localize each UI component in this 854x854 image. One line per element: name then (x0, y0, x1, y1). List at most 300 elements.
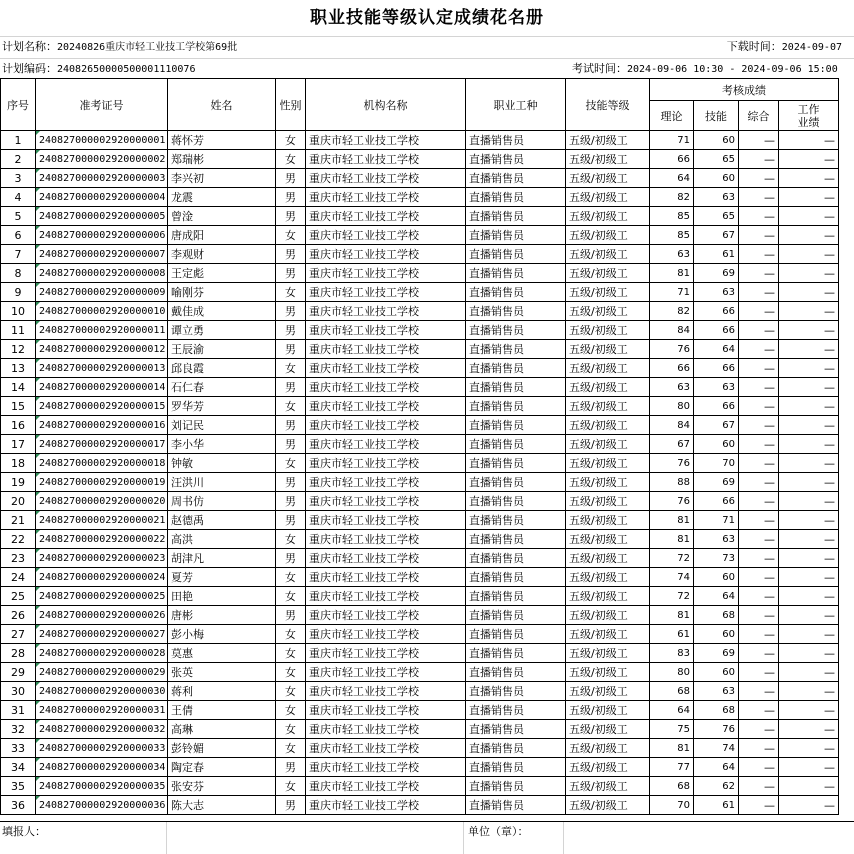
cell-seq: 7 (1, 245, 36, 264)
cell-name: 王辰渝 (168, 340, 276, 359)
cell-org: 重庆市轻工业技工学校 (306, 131, 466, 150)
cell-skill: 74 (694, 739, 739, 758)
cell-seq: 16 (1, 416, 36, 435)
cell-overall: — (739, 397, 779, 416)
cell-job: 直播销售员 (466, 340, 566, 359)
cell-gender: 女 (276, 131, 306, 150)
cell-gender: 女 (276, 150, 306, 169)
cell-ticket: 240827000002920000026 (36, 606, 168, 625)
cell-name: 赵德禹 (168, 511, 276, 530)
cell-ticket: 240827000002920000022 (36, 530, 168, 549)
cell-job: 直播销售员 (466, 188, 566, 207)
header-work-line1: 工作 (797, 102, 820, 116)
cell-seq: 29 (1, 663, 36, 682)
cell-job: 直播销售员 (466, 511, 566, 530)
cell-theory: 63 (650, 378, 694, 397)
cell-gender: 女 (276, 454, 306, 473)
cell-name: 罗华芳 (168, 397, 276, 416)
cell-work: — (779, 321, 839, 340)
download-time-label: 下载时间： (726, 40, 782, 53)
cell-ticket: 240827000002920000028 (36, 644, 168, 663)
exam-time-value: 2024-09-06 10:30 - 2024-09-06 15:00 (627, 64, 838, 75)
cell-skill: 69 (694, 473, 739, 492)
cell-theory: 77 (650, 758, 694, 777)
cell-work: — (779, 131, 839, 150)
cell-level: 五级/初级工 (566, 283, 650, 302)
cell-work: — (779, 454, 839, 473)
cell-work: — (779, 264, 839, 283)
exam-time-label: 考试时间： (572, 62, 627, 75)
cell-job: 直播销售员 (466, 473, 566, 492)
cell-level: 五级/初级工 (566, 169, 650, 188)
footer-divider (563, 822, 564, 854)
cell-gender: 男 (276, 511, 306, 530)
cell-seq: 13 (1, 359, 36, 378)
cell-gender: 女 (276, 530, 306, 549)
cell-org: 重庆市轻工业技工学校 (306, 644, 466, 663)
cell-theory: 72 (650, 549, 694, 568)
cell-theory: 66 (650, 359, 694, 378)
table-row (1, 663, 839, 682)
cell-work: — (779, 416, 839, 435)
table-row (1, 720, 839, 739)
table-row (1, 492, 839, 511)
cell-skill: 66 (694, 359, 739, 378)
cell-work: — (779, 682, 839, 701)
document-title: 职业技能等级认定成绩花名册 (310, 8, 544, 28)
cell-org: 重庆市轻工业技工学校 (306, 473, 466, 492)
cell-org: 重庆市轻工业技工学校 (306, 492, 466, 511)
cell-seq: 17 (1, 435, 36, 454)
table-row (1, 169, 839, 188)
header-job: 职业工种 (466, 79, 566, 131)
cell-seq: 35 (1, 777, 36, 796)
table-row (1, 321, 839, 340)
cell-seq: 3 (1, 169, 36, 188)
cell-skill: 66 (694, 302, 739, 321)
table-row (1, 701, 839, 720)
cell-job: 直播销售员 (466, 264, 566, 283)
cell-skill: 71 (694, 511, 739, 530)
cell-level: 五级/初级工 (566, 530, 650, 549)
cell-skill: 73 (694, 549, 739, 568)
cell-ticket: 240827000002920000003 (36, 169, 168, 188)
header-work-line2: 业绩 (797, 115, 820, 129)
cell-ticket: 240827000002920000006 (36, 226, 168, 245)
cell-skill: 63 (694, 283, 739, 302)
cell-ticket: 240827000002920000023 (36, 549, 168, 568)
table-row (1, 511, 839, 530)
cell-seq: 20 (1, 492, 36, 511)
header-ticket: 准考证号 (36, 79, 168, 131)
cell-overall: — (739, 682, 779, 701)
cell-gender: 男 (276, 169, 306, 188)
plan-code-value: 24082650000500001110076 (57, 64, 196, 75)
cell-level: 五级/初级工 (566, 796, 650, 815)
cell-theory: 67 (650, 435, 694, 454)
cell-overall: — (739, 378, 779, 397)
cell-name: 李观财 (168, 245, 276, 264)
cell-name: 曾淦 (168, 207, 276, 226)
cell-skill: 61 (694, 245, 739, 264)
cell-gender: 女 (276, 587, 306, 606)
table-row (1, 340, 839, 359)
cell-gender: 男 (276, 207, 306, 226)
cell-overall: — (739, 663, 779, 682)
cell-seq: 15 (1, 397, 36, 416)
cell-gender: 女 (276, 644, 306, 663)
plan-name-label: 计划名称： (2, 40, 57, 53)
cell-ticket: 240827000002920000014 (36, 378, 168, 397)
cell-level: 五级/初级工 (566, 682, 650, 701)
cell-level: 五级/初级工 (566, 188, 650, 207)
cell-skill: 68 (694, 701, 739, 720)
cell-work: — (779, 150, 839, 169)
cell-work: — (779, 283, 839, 302)
cell-overall: — (739, 302, 779, 321)
cell-gender: 女 (276, 568, 306, 587)
cell-theory: 82 (650, 188, 694, 207)
cell-seq: 11 (1, 321, 36, 340)
cell-ticket: 240827000002920000029 (36, 663, 168, 682)
cell-skill: 64 (694, 340, 739, 359)
cell-job: 直播销售员 (466, 777, 566, 796)
cell-seq: 25 (1, 587, 36, 606)
cell-gender: 女 (276, 777, 306, 796)
cell-seq: 1 (1, 131, 36, 150)
cell-org: 重庆市轻工业技工学校 (306, 188, 466, 207)
cell-overall: — (739, 264, 779, 283)
cell-job: 直播销售员 (466, 378, 566, 397)
cell-overall: — (739, 169, 779, 188)
cell-org: 重庆市轻工业技工学校 (306, 150, 466, 169)
cell-job: 直播销售员 (466, 682, 566, 701)
cell-skill: 65 (694, 207, 739, 226)
header-skill: 技能 (694, 101, 739, 131)
cell-overall: — (739, 150, 779, 169)
cell-job: 直播销售员 (466, 701, 566, 720)
cell-name: 汪洪川 (168, 473, 276, 492)
cell-name: 彭小梅 (168, 625, 276, 644)
cell-name: 邱良霞 (168, 359, 276, 378)
cell-ticket: 240827000002920000036 (36, 796, 168, 815)
footer-divider (463, 822, 464, 854)
cell-level: 五级/初级工 (566, 321, 650, 340)
cell-job: 直播销售员 (466, 606, 566, 625)
cell-overall: — (739, 511, 779, 530)
cell-work: — (779, 644, 839, 663)
cell-name: 王定彪 (168, 264, 276, 283)
cell-level: 五级/初级工 (566, 378, 650, 397)
table-row (1, 549, 839, 568)
cell-ticket: 240827000002920000009 (36, 283, 168, 302)
cell-work: — (779, 511, 839, 530)
cell-work: — (779, 701, 839, 720)
table-row (1, 796, 839, 815)
cell-name: 彭铃媚 (168, 739, 276, 758)
cell-overall: — (739, 739, 779, 758)
cell-ticket: 240827000002920000001 (36, 131, 168, 150)
cell-theory: 80 (650, 397, 694, 416)
cell-skill: 62 (694, 777, 739, 796)
cell-work: — (779, 435, 839, 454)
cell-name: 刘记民 (168, 416, 276, 435)
cell-ticket: 240827000002920000034 (36, 758, 168, 777)
cell-org: 重庆市轻工业技工学校 (306, 587, 466, 606)
cell-level: 五级/初级工 (566, 226, 650, 245)
cell-ticket: 240827000002920000017 (36, 435, 168, 454)
cell-level: 五级/初级工 (566, 587, 650, 606)
cell-org: 重庆市轻工业技工学校 (306, 739, 466, 758)
cell-org: 重庆市轻工业技工学校 (306, 682, 466, 701)
cell-theory: 81 (650, 606, 694, 625)
cell-seq: 10 (1, 302, 36, 321)
cell-name: 王倩 (168, 701, 276, 720)
cell-job: 直播销售员 (466, 397, 566, 416)
cell-ticket: 240827000002920000025 (36, 587, 168, 606)
unit-seal-label: 单位（章）： (468, 825, 529, 838)
cell-org: 重庆市轻工业技工学校 (306, 568, 466, 587)
cell-job: 直播销售员 (466, 758, 566, 777)
cell-overall: — (739, 454, 779, 473)
table-row (1, 283, 839, 302)
cell-theory: 72 (650, 587, 694, 606)
cell-name: 喻刚芬 (168, 283, 276, 302)
cell-skill: 60 (694, 169, 739, 188)
cell-job: 直播销售员 (466, 131, 566, 150)
cell-seq: 31 (1, 701, 36, 720)
cell-level: 五级/初级工 (566, 454, 650, 473)
cell-theory: 76 (650, 340, 694, 359)
cell-org: 重庆市轻工业技工学校 (306, 264, 466, 283)
cell-gender: 男 (276, 606, 306, 625)
cell-overall: — (739, 131, 779, 150)
cell-ticket: 240827000002920000020 (36, 492, 168, 511)
cell-gender: 男 (276, 473, 306, 492)
cell-theory: 64 (650, 701, 694, 720)
cell-org: 重庆市轻工业技工学校 (306, 416, 466, 435)
table-row (1, 131, 839, 150)
cell-org: 重庆市轻工业技工学校 (306, 378, 466, 397)
cell-org: 重庆市轻工业技工学校 (306, 321, 466, 340)
header-work (779, 101, 839, 131)
table-row (1, 739, 839, 758)
cell-gender: 男 (276, 340, 306, 359)
cell-seq: 26 (1, 606, 36, 625)
cell-overall: — (739, 644, 779, 663)
cell-seq: 6 (1, 226, 36, 245)
cell-work: — (779, 359, 839, 378)
cell-work: — (779, 340, 839, 359)
cell-job: 直播销售员 (466, 169, 566, 188)
cell-level: 五级/初级工 (566, 340, 650, 359)
cell-overall: — (739, 796, 779, 815)
cell-skill: 70 (694, 454, 739, 473)
cell-level: 五级/初级工 (566, 644, 650, 663)
cell-work: — (779, 568, 839, 587)
cell-work: — (779, 549, 839, 568)
cell-name: 蒋利 (168, 682, 276, 701)
table-row (1, 378, 839, 397)
cell-org: 重庆市轻工业技工学校 (306, 283, 466, 302)
cell-theory: 70 (650, 796, 694, 815)
cell-seq: 12 (1, 340, 36, 359)
cell-skill: 63 (694, 682, 739, 701)
cell-job: 直播销售员 (466, 568, 566, 587)
cell-job: 直播销售员 (466, 435, 566, 454)
cell-theory: 81 (650, 511, 694, 530)
cell-skill: 76 (694, 720, 739, 739)
cell-work: — (779, 777, 839, 796)
cell-name: 唐成阳 (168, 226, 276, 245)
cell-overall: — (739, 625, 779, 644)
cell-overall: — (739, 492, 779, 511)
cell-gender: 男 (276, 188, 306, 207)
cell-gender: 女 (276, 283, 306, 302)
cell-skill: 64 (694, 758, 739, 777)
table-row (1, 606, 839, 625)
header-overall: 综合 (739, 101, 779, 131)
cell-level: 五级/初级工 (566, 416, 650, 435)
table-row (1, 359, 839, 378)
cell-gender: 女 (276, 739, 306, 758)
cell-name: 郑瑞彬 (168, 150, 276, 169)
divider (0, 36, 854, 37)
cell-skill: 69 (694, 644, 739, 663)
cell-name: 陶定春 (168, 758, 276, 777)
cell-ticket: 240827000002920000030 (36, 682, 168, 701)
cell-overall: — (739, 606, 779, 625)
cell-theory: 71 (650, 283, 694, 302)
plan-code-row (2, 62, 195, 77)
table-row (1, 682, 839, 701)
table-row (1, 625, 839, 644)
table-row (1, 226, 839, 245)
cell-theory: 82 (650, 302, 694, 321)
cell-level: 五级/初级工 (566, 264, 650, 283)
cell-skill: 69 (694, 264, 739, 283)
cell-ticket: 240827000002920000002 (36, 150, 168, 169)
cell-skill: 68 (694, 606, 739, 625)
cell-name: 高琳 (168, 720, 276, 739)
header-scores: 考核成绩 (650, 79, 839, 101)
cell-overall: — (739, 207, 779, 226)
cell-theory: 68 (650, 777, 694, 796)
table-row (1, 397, 839, 416)
cell-ticket: 240827000002920000010 (36, 302, 168, 321)
plan-code-label: 计划编码： (2, 62, 57, 75)
cell-ticket: 240827000002920000012 (36, 340, 168, 359)
cell-theory: 61 (650, 625, 694, 644)
cell-seq: 24 (1, 568, 36, 587)
table-row (1, 454, 839, 473)
table-row (1, 644, 839, 663)
cell-name: 夏芳 (168, 568, 276, 587)
cell-job: 直播销售员 (466, 302, 566, 321)
cell-skill: 60 (694, 435, 739, 454)
cell-gender: 女 (276, 663, 306, 682)
cell-overall: — (739, 188, 779, 207)
cell-work: — (779, 720, 839, 739)
cell-overall: — (739, 758, 779, 777)
cell-ticket: 240827000002920000033 (36, 739, 168, 758)
cell-org: 重庆市轻工业技工学校 (306, 777, 466, 796)
cell-overall: — (739, 549, 779, 568)
cell-name: 周书仿 (168, 492, 276, 511)
cell-seq: 34 (1, 758, 36, 777)
cell-job: 直播销售员 (466, 663, 566, 682)
cell-name: 张英 (168, 663, 276, 682)
cell-gender: 男 (276, 435, 306, 454)
cell-theory: 68 (650, 682, 694, 701)
cell-level: 五级/初级工 (566, 606, 650, 625)
cell-skill: 67 (694, 226, 739, 245)
cell-org: 重庆市轻工业技工学校 (306, 701, 466, 720)
cell-org: 重庆市轻工业技工学校 (306, 530, 466, 549)
cell-work: — (779, 188, 839, 207)
cell-org: 重庆市轻工业技工学校 (306, 169, 466, 188)
cell-ticket: 240827000002920000027 (36, 625, 168, 644)
footer-divider (166, 822, 167, 854)
cell-skill: 64 (694, 587, 739, 606)
header-level: 技能等级 (566, 79, 650, 131)
cell-gender: 女 (276, 701, 306, 720)
cell-theory: 75 (650, 720, 694, 739)
plan-name-row (2, 40, 237, 55)
cell-skill: 66 (694, 397, 739, 416)
cell-work: — (779, 207, 839, 226)
cell-skill: 63 (694, 188, 739, 207)
cell-theory: 66 (650, 150, 694, 169)
cell-overall: — (739, 530, 779, 549)
cell-org: 重庆市轻工业技工学校 (306, 435, 466, 454)
cell-name: 龙震 (168, 188, 276, 207)
cell-level: 五级/初级工 (566, 720, 650, 739)
cell-seq: 14 (1, 378, 36, 397)
table-row (1, 568, 839, 587)
cell-ticket: 240827000002920000016 (36, 416, 168, 435)
cell-ticket: 240827000002920000024 (36, 568, 168, 587)
cell-level: 五级/初级工 (566, 397, 650, 416)
cell-overall: — (739, 435, 779, 454)
cell-name: 蒋怀芳 (168, 131, 276, 150)
cell-skill: 60 (694, 625, 739, 644)
cell-work: — (779, 796, 839, 815)
cell-name: 石仁春 (168, 378, 276, 397)
cell-ticket: 240827000002920000035 (36, 777, 168, 796)
cell-ticket: 240827000002920000031 (36, 701, 168, 720)
cell-seq: 8 (1, 264, 36, 283)
filler-label: 填报人： (2, 825, 46, 838)
header-gender: 性别 (276, 79, 306, 131)
table-row (1, 150, 839, 169)
table-row (1, 245, 839, 264)
cell-seq: 22 (1, 530, 36, 549)
score-roster-table (0, 78, 839, 815)
cell-job: 直播销售员 (466, 321, 566, 340)
cell-work: — (779, 473, 839, 492)
cell-gender: 女 (276, 226, 306, 245)
cell-job: 直播销售员 (466, 359, 566, 378)
table-row (1, 435, 839, 454)
cell-theory: 63 (650, 245, 694, 264)
cell-skill: 60 (694, 663, 739, 682)
cell-ticket: 240827000002920000015 (36, 397, 168, 416)
cell-org: 重庆市轻工业技工学校 (306, 397, 466, 416)
cell-theory: 88 (650, 473, 694, 492)
cell-seq: 27 (1, 625, 36, 644)
cell-gender: 女 (276, 359, 306, 378)
